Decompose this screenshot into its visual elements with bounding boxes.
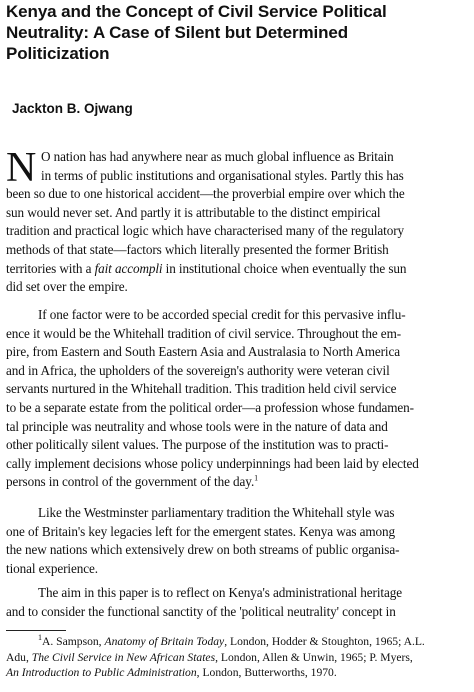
paragraph-aim [6,584,469,621]
text-line: If one factor were to be accorded special credit for this pervasive influ- [38,307,406,322]
italic-title: The Civil Service in New African States [31,650,216,664]
text-fragment: A. Sampson, [42,635,105,648]
author-name: Jackton B. Ojwang [12,101,133,116]
text-line: to be a separate estate from the political order—a profession whose fundamen- [6,399,414,415]
text-line: other politically silent values. The purpose of the institution was to practi- [6,437,389,453]
title-line: Kenya and the Concept of Civil Service Political [6,2,387,21]
text-fragment: persons in control of the government of the day. [6,474,255,490]
text-line: and to consider the functional sanctity of the 'political neutrality' concept in [6,603,396,619]
article-title [6,1,468,64]
text-line: tradition and practical logic which have characterised many of the regulatory [6,223,405,239]
title-line: Politicization [6,44,110,63]
text-line: sun would never set. And partly it is attributable to the distinct empirical [6,204,381,220]
text-line: and in Africa, the upholders of the sovereign's authority were veteran civil [6,362,390,378]
text-fragment: in institutional choice when eventually the sun [162,260,407,276]
footnote-line [6,650,469,666]
title-line: Neutrality: A Case of Silent but Determined [6,23,349,42]
text-line: been so due to one historical accident—the proverbial empire over which the [6,186,405,202]
paragraph-whitehall [6,306,469,492]
paragraph-intro [6,145,469,297]
text-fragment: Adu, [6,650,32,664]
text-line: O nation has had anywhere near as much global influence as Britain [41,149,394,164]
text-line: ence it would be the Whitehall tradition of civil service. Throughout the em- [6,325,402,341]
text-line: one of Britain's key legacies left for the emergent states. Kenya was among [6,523,396,539]
footnote-line [6,634,469,650]
text-line: tional experience. [6,560,98,576]
text-line: servants nurtured in the Whitehall tradition. This tradition held civil service [6,381,397,397]
paragraph-westminster [6,504,469,578]
text-line: methods of that state—factors which literally presented the former British [6,241,389,257]
footnote-divider [6,630,66,631]
footnote-marker: 1 [254,473,259,483]
italic-title: Anatomy of Britain Today [104,635,225,648]
footnote-number: 1 [38,633,42,643]
footnote [6,634,469,681]
text-line [6,473,469,492]
text-line: tal principle was neutrality and whose tools were in the nature of data and [6,418,388,434]
drop-cap: N [6,145,37,191]
italic-title: An Introduction to Public Administration [6,666,197,680]
footnote-line [6,665,469,681]
text-line: the new nations which extensively drew on both streams of public organisa- [6,542,400,558]
text-line: cally implement decisions whose policy underpinnings had been laid by elected [6,455,419,471]
text-line: The aim in this paper is to reflect on Kenya's administrational heritage [38,585,402,600]
text-line: pire, from Eastern and South Eastern Asia and Australasia to North America [6,344,400,360]
text-line: Like the Westminster parliamentary tradition the Whitehall style was [38,505,395,520]
italic-term: fait accompli [94,260,163,276]
text-fragment: , London, Hodder & Stoughton, 1965; A.L. [224,635,425,648]
text-line: in terms of public institutions and organisational styles. Partly this has [41,167,404,183]
text-line [6,260,469,279]
text-line: did set over the empire. [6,279,128,295]
text-fragment: , London, Butterworths, 1970. [196,666,337,680]
text-fragment: , London, Allen & Unwin, 1965; P. Myers, [215,650,413,664]
text-fragment: territories with a [6,260,95,276]
